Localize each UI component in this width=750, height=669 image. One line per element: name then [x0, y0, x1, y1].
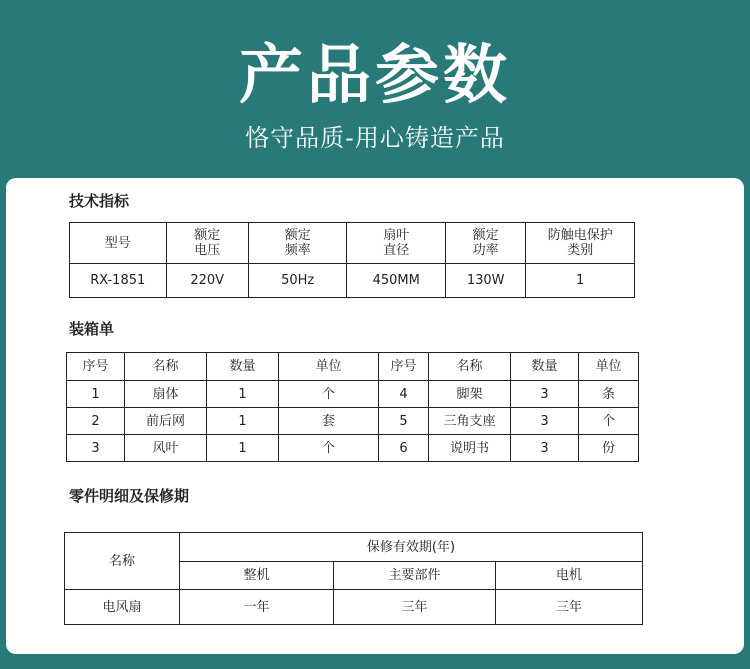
packing-header-cell: 数量 — [207, 353, 279, 381]
warranty-subheader-parts: 主要部件 — [334, 562, 496, 590]
packing-cell: 2 — [67, 408, 125, 435]
specs-value-power: 130W — [445, 264, 525, 298]
warranty-row-parts: 三年 — [334, 590, 496, 625]
packing-cell: 1 — [207, 408, 279, 435]
packing-cell: 脚架 — [429, 381, 511, 408]
warranty-row-name: 电风扇 — [65, 590, 180, 625]
packing-section-title: 装箱单 — [69, 320, 115, 338]
warranty-row-motor: 三年 — [496, 590, 643, 625]
warranty-subheader-motor: 电机 — [496, 562, 643, 590]
specs-header-model: 型号 — [70, 223, 167, 264]
packing-header-cell: 序号 — [379, 353, 429, 381]
packing-cell: 条 — [579, 381, 639, 408]
specs-header-power: 额定 功率 — [445, 223, 525, 264]
packing-cell: 前后网 — [125, 408, 207, 435]
packing-cell: 3 — [511, 381, 579, 408]
packing-cell: 4 — [379, 381, 429, 408]
packing-cell: 套 — [279, 408, 379, 435]
packing-row — [67, 381, 639, 408]
packing-header-cell: 单位 — [579, 353, 639, 381]
specs-table — [69, 222, 635, 298]
packing-cell: 个 — [279, 381, 379, 408]
warranty-row — [65, 590, 643, 625]
packing-header-cell: 名称 — [429, 353, 511, 381]
packing-header-cell: 序号 — [67, 353, 125, 381]
packing-cell: 扇体 — [125, 381, 207, 408]
packing-cell: 3 — [67, 435, 125, 462]
specs-value-protection: 1 — [526, 264, 635, 298]
packing-table — [66, 352, 639, 462]
packing-row — [67, 435, 639, 462]
packing-cell: 三角支座 — [429, 408, 511, 435]
packing-header-cell: 单位 — [279, 353, 379, 381]
packing-cell: 说明书 — [429, 435, 511, 462]
warranty-row-whole: 一年 — [180, 590, 334, 625]
hero-title: 产品参数 — [239, 39, 511, 113]
warranty-subheader-whole: 整机 — [180, 562, 334, 590]
specs-value-model: RX-1851 — [70, 264, 167, 298]
packing-header-cell: 名称 — [125, 353, 207, 381]
specs-value-frequency: 50Hz — [248, 264, 347, 298]
packing-row — [67, 408, 639, 435]
specs-header-frequency: 额定 频率 — [248, 223, 347, 264]
specs-value-row — [70, 264, 635, 298]
packing-cell: 3 — [511, 435, 579, 462]
warranty-section-title: 零件明细及保修期 — [69, 487, 190, 505]
warranty-header-row — [65, 533, 643, 562]
warranty-table — [64, 532, 643, 625]
specs-section-title: 技术指标 — [69, 192, 130, 210]
packing-cell: 1 — [207, 381, 279, 408]
packing-cell: 6 — [379, 435, 429, 462]
specs-value-voltage: 220V — [166, 264, 248, 298]
packing-cell: 3 — [511, 408, 579, 435]
spec-card — [6, 178, 744, 654]
warranty-name-header: 名称 — [65, 533, 180, 590]
packing-header-row — [67, 353, 639, 381]
specs-header-protection: 防触电保护 类别 — [526, 223, 635, 264]
specs-header-row — [70, 223, 635, 264]
packing-cell: 份 — [579, 435, 639, 462]
packing-cell: 1 — [67, 381, 125, 408]
hero-subtitle: 恪守品质-用心铸造产品 — [245, 124, 505, 152]
specs-header-voltage: 额定 电压 — [166, 223, 248, 264]
packing-cell: 风叶 — [125, 435, 207, 462]
specs-header-diameter: 扇叶 直径 — [347, 223, 446, 264]
packing-cell: 1 — [207, 435, 279, 462]
packing-header-cell: 数量 — [511, 353, 579, 381]
packing-cell: 个 — [279, 435, 379, 462]
packing-cell: 5 — [379, 408, 429, 435]
packing-cell: 个 — [579, 408, 639, 435]
warranty-period-header: 保修有效期(年) — [180, 533, 643, 562]
specs-value-diameter: 450MM — [347, 264, 446, 298]
